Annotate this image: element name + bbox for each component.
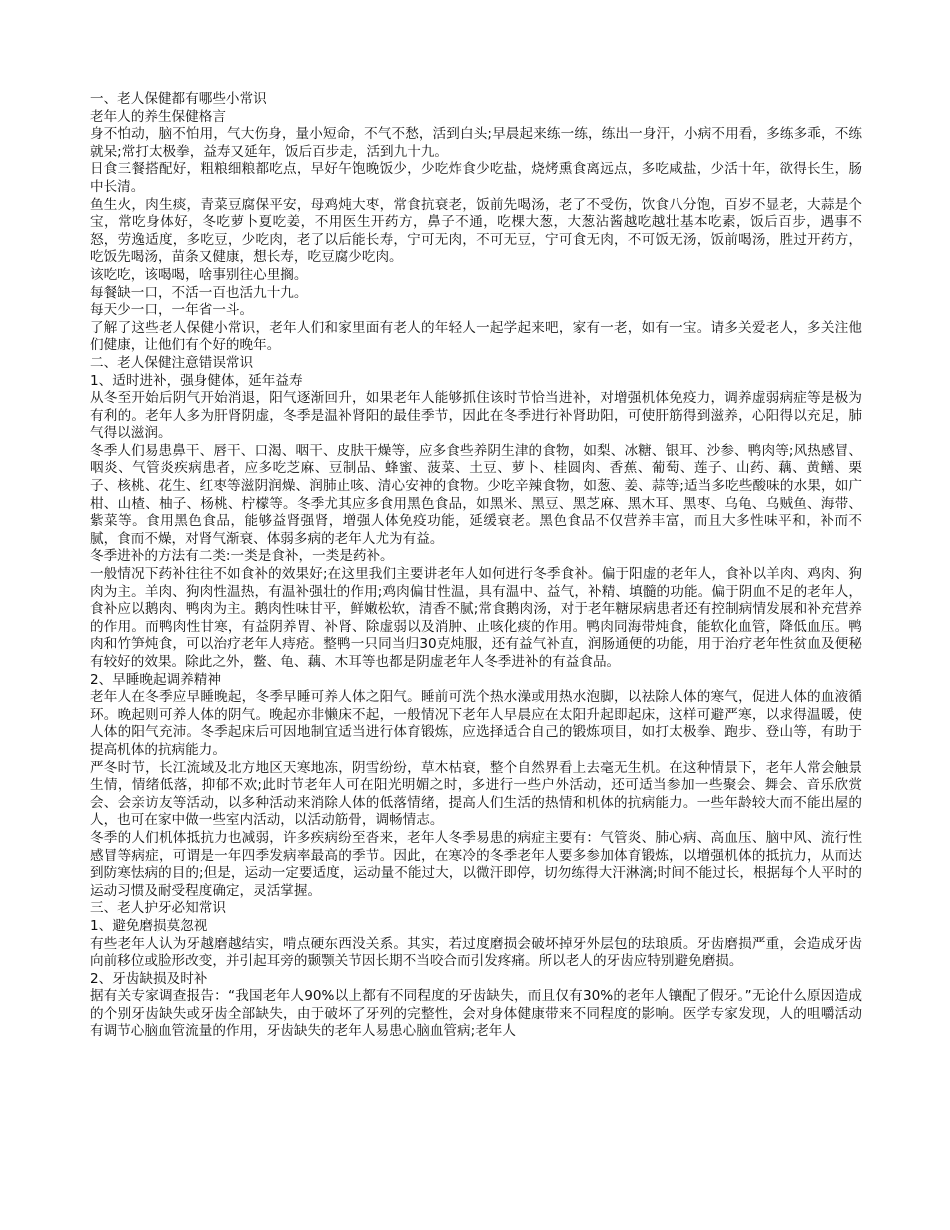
paragraph: 身不怕动，脑不怕用，气大伤身，量小短命，不气不愁，活到白头;早晨起来练一练，练出一身汗，小病不用看，多练多乖，不练就呆;常打太极拳，益寿又延年，饭后百步走，活到九十九。 [90,126,862,160]
subheading-sleep: 2、早睡晚起调养精神 [90,671,221,688]
document-body [90,91,862,1041]
paragraph: 鱼生火，肉生痰，青菜豆腐保平安，母鸡炖大枣，常食抗衰老，饭前先喝汤，老了不受伤，饮食八分饱，百岁不显老，大蒜是个宝，常吃身体好，冬吃萝卜夏吃姜，不用医生开药方，鼻子不通，吃棵大葱，大葱沾酱越吃越壮基本吃素，饭后百步，遇事不怒，劳逸适度，多吃豆，少吃肉，老了以后能长寿，宁可无肉，不可无豆，宁可食无肉，不可饭无汤，饭前喝汤，胜过开药方，吃饭先喝汤，苗条又健康，想长寿，吃豆腐少吃肉。 [90,196,862,266]
paragraph: 一般情况下药补往往不如食补的效果好;在这里我们主要讲老年人如何进行冬季食补。偏于阳虚的老年人，食补以羊肉、鸡肉、狗肉为主。羊肉、狗肉性温热，有温补强壮的作用;鸡肉偏甘性温，具有温中、益气，补精、填髓的功能。偏于阴血不足的老年人，食补应以鹅肉、鸭肉为主。鹅肉性味甘平，鲜嫩松软，清香不腻;常食鹅肉汤，对于老年糖尿病患者还有控制病情发展和补充营养的作用。而鸭肉性甘寒，有益阴养胃、补肾、除虚弱以及消肿、止咳化痰的作用。鸭肉同海带炖食，能软化血管，降低血压。鸭肉和竹笋炖食，可以治疗老年人痔疮。整鸭一只同当归30克炖服，还有益气补直，润肠通便的功能，用于治疗老年性贫血及便秘有较好的效果。除此之外，鳖、龟、藕、木耳等也都是阴虚老年人冬季进补的有益食品。 [90,566,862,670]
paragraph: 严冬时节，长江流域及北方地区天寒地冻，阴雪纷纷，草木枯衰，整个自然界看上去毫无生机。在这种情景下，老年人常会触景生情，情绪低落，抑郁不欢;此时节老年人可在阳光明媚之时，多进行一些户外活动，还可适当参加一些聚会、舞会、音乐欣赏会、会亲访友等活动，以多种活动来消除人体的低落情绪，提高人们生活的热情和机体的抗病能力。一些年龄较大而不能出屋的人，也可在家中做一些室内活动，以活动筋骨，调畅情志。 [90,759,862,829]
paragraph: 有些老年人认为牙越磨越结实，啃点硬东西没关系。其实，若过度磨损会破坏掉牙外层包的珐琅质。牙齿磨损严重，会造成牙齿向前移位或脸形改变，并引起耳旁的颞颚关节因长期不当咬合而引发疼痛。所以老人的牙齿应特别避免磨损。 [90,935,862,970]
section-heading-3: 三、老人护牙必知常识 [90,900,226,917]
subheading-repair-teeth: 2、牙齿缺损及时补 [90,970,208,987]
paragraph: 冬季的人们机体抵抗力也减弱，许多疾病纷至沓来，老年人冬季易患的病症主要有：气管炎、肺心病、高血压、脑中风、流行性感冒等病症，可谓是一年四季发病率最高的季节。因此，在寒冷的冬季老年人要多参加体育锻炼，以增强机体的抵抗力，从而达到防寒怯病的目的;但是，运动一定要适度，运动量不能过大，以微汗即停，切勿练得大汗淋漓;时间不能过长，根据每个人平时的运动习惯及耐受程度确定，灵活掌握。 [90,829,862,899]
section-heading-2: 二、老人保健注意错误常识 [90,354,254,371]
paragraph: 老年人在冬季应早睡晚起，冬季早睡可养人体之阳气。睡前可洗个热水澡或用热水泡脚，以祛除人体的寒气，促进人体的血液循环。晚起则可养人体的阴气。晚起亦非懒床不起，一般情况下老年人早晨应在太阳升起即起床，这样可避严寒，以求得温暖，使人体的阳气充沛。冬季起床后可因地制宜适当进行体育锻炼，应选择适合自己的锻炼项目，如打太极拳、跑步、登山等，有助于提高机体的抗病能力。 [90,689,862,758]
subheading-avoid-wear: 1、避免磨损莫忽视 [90,917,208,934]
paragraph: 据有关专家调查报告：“我国老年人90%以上都有不同程度的牙齿缺失，而且仅有30%的老年人镶配了假牙。”无论什么原因造成的个别牙齿缺失或牙齿全部缺失，由于破坏了牙列的完整性，会对身体健康带来不同程度的影响。医学专家发现，人的咀嚼活动有调节心脑血管流量的作用，牙齿缺失的老年人易患心脑血管病;老年人 [90,988,862,1040]
paragraph: 了解了这些老人保健小常识，老年人们和家里面有老人的年轻人一起学起来吧，家有一老，如有一宝。请多关爱老人，多关注他们健康，让他们有个好的晚年。 [90,319,862,354]
section-heading-1: 一、老人保健都有哪些小常识 [90,91,267,107]
paragraph: 冬季进补的方法有二类:一类是食补，一类是药补。 [90,548,394,565]
paragraph: 每天少一口，一年省一斗。 [90,302,254,319]
subheading-timely-tonic: 1、适时进补，强身健体，延年益寿 [90,372,303,389]
paragraph: 从冬至开始后阴气开始消退，阳气逐渐回升，如果老年人能够抓住该时节恰当进补，对增强机体免疫力，调养虚弱病症等是极为有利的。老年人多为肝肾阴虚，冬季是温补肾阳的最佳季节，因此在冬季进行补肾助阳，可使肝筋得到滋养，心阳得以充足，肺气得以滋润。 [90,390,862,442]
paragraph: 日食三餐搭配好，粗粮细粮都吃点，早好午饱晚饭少，少吃炸食少吃盐，烧烤熏食离远点，多吃咸盐，少活十年，欲得长生，肠中长清。 [90,161,862,195]
paragraph: 该吃吃，该喝喝，啥事别往心里搁。 [90,266,308,283]
subheading-aphorisms: 老年人的养生保健格言 [90,108,226,125]
paragraph: 每餐缺一口，不活一百也活九十九。 [90,284,308,301]
paragraph: 冬季人们易患鼻干、唇干、口渴、咽干、皮肤干燥等，应多食些养阴生津的食物，如梨、冰糖、银耳、沙参、鸭肉等;风热感冒、咽炎、气管炎疾病患者，应多吃芝麻、豆制品、蜂蜜、菠菜、土豆、萝卜、桂圆肉、香蕉、葡萄、莲子、山药、藕、黄鳝、栗子、核桃、花生、红枣等滋阴润燥、润肺止咳、清心安神的食物。少吃辛辣食物，如葱、姜、蒜等;适当多吃些酸味的水果，如广柑、山楂、柚子、杨桃、柠檬等。冬季尤其应多食用黑色食品，如黑米、黑豆、黑芝麻、黑木耳、黑枣、乌龟、乌贼鱼、海带、紫菜等。食用黑色食品，能够益肾强肾，增强人体免疫功能，延缓衰老。黑色食品不仅营养丰富，而且大多性味平和，补而不腻，食而不燥，对肾气渐衰、体弱多病的老年人尤为有益。 [90,442,862,547]
